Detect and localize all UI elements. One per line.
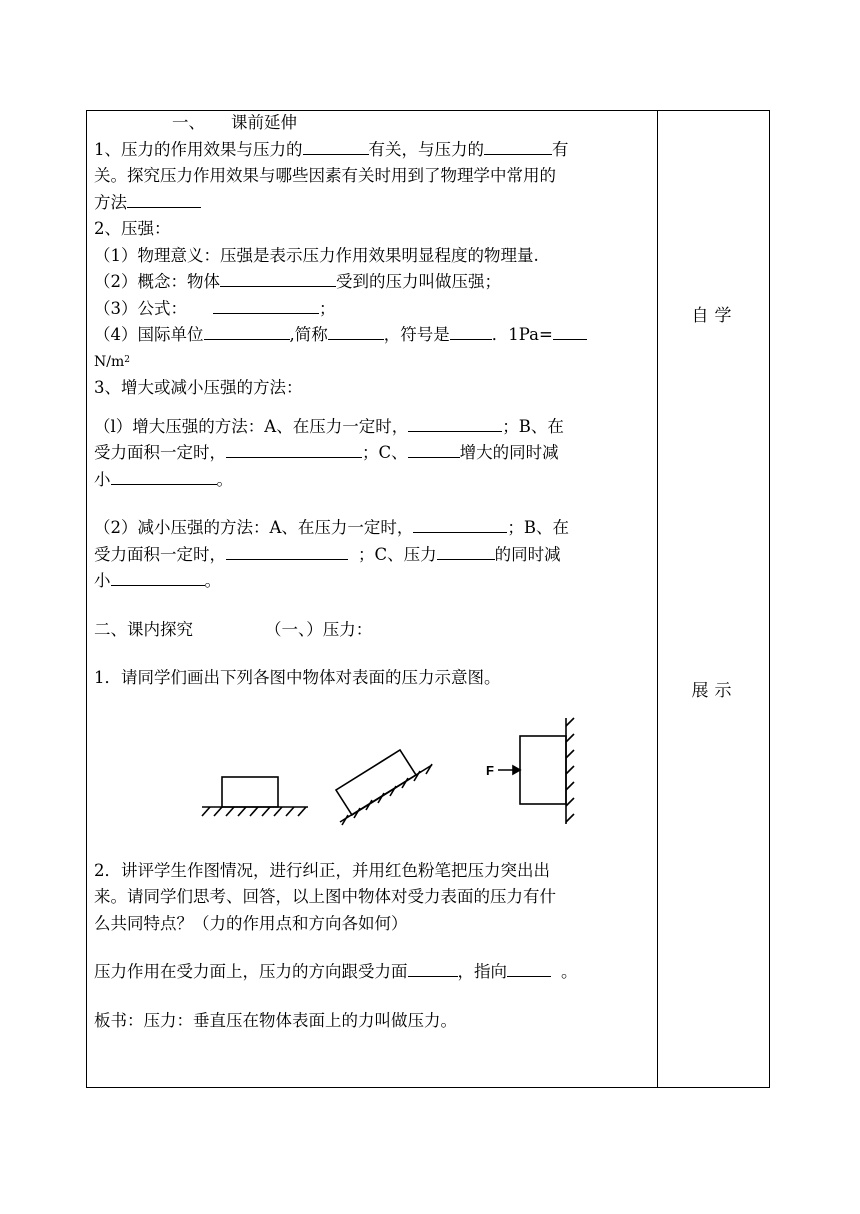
dec-text-a: （2）减小压强的方法：A、在压力一定时， bbox=[94, 518, 414, 537]
inc-text-e: 增大的同时减 bbox=[459, 443, 559, 462]
box-horizontal bbox=[222, 777, 278, 807]
force-arrowhead bbox=[513, 766, 520, 774]
q1-line3 bbox=[94, 190, 654, 217]
side-label-presentation: 展示 bbox=[691, 681, 738, 701]
inc-text-f: 小 bbox=[94, 469, 111, 489]
dec-text-g: 。 bbox=[204, 571, 221, 590]
answer-text-a: 压力作用在受力面上，压力的方向跟受力面 bbox=[94, 962, 408, 981]
q3-decrease-line3 bbox=[94, 568, 654, 595]
q2-item3-text-a: （3）公式： bbox=[94, 298, 187, 318]
q2-item4-text-d: ．1Pa= bbox=[491, 325, 553, 344]
q3-increase-line1 bbox=[94, 414, 654, 441]
blank[interactable] bbox=[111, 570, 205, 586]
q2-item4-text-b: ,简称 bbox=[289, 325, 328, 344]
answer-text-b: ，指向 bbox=[457, 962, 507, 981]
q2-item3-text-b: ； bbox=[319, 298, 336, 318]
dec-text-e: 的同时减 bbox=[494, 544, 561, 564]
section2-sub: （一、）压力： bbox=[265, 619, 373, 639]
answer-line bbox=[94, 959, 654, 986]
q2-item2-text-a: （2）概念：物体 bbox=[94, 272, 220, 291]
blank[interactable] bbox=[213, 298, 319, 314]
blank[interactable] bbox=[408, 961, 458, 977]
q1-text-a: 1、压力的作用效果与压力的 bbox=[94, 139, 303, 159]
dec-text-b: ；B、在 bbox=[507, 518, 570, 537]
box-incline bbox=[336, 750, 416, 815]
section1-heading bbox=[94, 110, 654, 137]
dec-text-f: 小 bbox=[94, 571, 111, 590]
blank[interactable] bbox=[220, 271, 336, 287]
main-content bbox=[94, 110, 654, 1034]
blank[interactable] bbox=[553, 324, 587, 340]
dec-text-d: ；C、压力 bbox=[358, 544, 437, 564]
section1-number: 一、 bbox=[172, 113, 205, 132]
blank[interactable] bbox=[408, 442, 460, 458]
q2-item4 bbox=[94, 322, 654, 349]
blank[interactable] bbox=[226, 442, 362, 458]
task2-line2: 来。请同学们思考、回答，以上图中物体对受力表面的压力有什 bbox=[94, 887, 556, 906]
q2-item2-text-b: 受到的压力叫做压强； bbox=[336, 272, 501, 291]
q3-decrease-line2 bbox=[94, 542, 654, 569]
q2-item4-text-a: （4）国际单位 bbox=[94, 325, 204, 344]
q3-increase-line3 bbox=[94, 467, 654, 494]
column-divider bbox=[657, 111, 658, 1087]
section1-title: 课前延伸 bbox=[231, 113, 297, 132]
inc-text-b: ；B、在 bbox=[502, 416, 564, 436]
section2-title: 二、课内探究 bbox=[94, 619, 193, 639]
task2-line3: 么共同特点？（力的作用点和方向各如何） bbox=[94, 913, 408, 933]
dec-text-c: 受力面积一定时， bbox=[94, 544, 226, 564]
q3-heading: 3、增大或减小压强的方法： bbox=[94, 378, 303, 397]
inc-text-d: ；C、 bbox=[362, 443, 408, 462]
side-label-self-study: 自学 bbox=[691, 306, 738, 326]
inc-text-g: 。 bbox=[216, 469, 233, 489]
q2-item4-text-c: ，符号是 bbox=[383, 325, 450, 344]
q1-line2: 关。探究压力作用效果与哪些因素有关时用到了物理学中常用的 bbox=[94, 166, 556, 185]
box-on-floor-diagram bbox=[202, 777, 308, 816]
blank[interactable] bbox=[111, 469, 217, 485]
blank[interactable] bbox=[484, 139, 552, 155]
blank[interactable] bbox=[437, 544, 495, 560]
box-against-wall-diagram bbox=[498, 718, 574, 824]
blank[interactable] bbox=[408, 416, 502, 432]
blank[interactable] bbox=[328, 324, 384, 340]
q2-heading: 2、压强： bbox=[94, 219, 171, 238]
q3-decrease-line1 bbox=[94, 515, 654, 542]
q2-item3 bbox=[94, 296, 654, 323]
blank[interactable] bbox=[450, 324, 492, 340]
section2-heading bbox=[94, 617, 654, 644]
force-label: F bbox=[486, 763, 494, 778]
task2-line1: 2．讲评学生作图情况，进行纠正，并用红色粉笔把压力突出出 bbox=[94, 860, 550, 880]
box-wall bbox=[520, 736, 566, 804]
q1-text-b: 有关，与压力的 bbox=[368, 139, 484, 159]
force-diagram-figure bbox=[180, 712, 600, 832]
blank[interactable] bbox=[127, 192, 201, 208]
answer-text-c: 。 bbox=[561, 962, 578, 981]
q2-item2 bbox=[94, 269, 654, 296]
q2-unit-line bbox=[94, 349, 654, 376]
q1-line1 bbox=[94, 137, 654, 164]
board-note: 板书：压力：垂直压在物体表面上的力叫做压力。 bbox=[94, 1010, 457, 1030]
task1: 1．请同学们画出下列各图中物体对表面的压力示意图。 bbox=[94, 668, 501, 687]
unit-text: N/m bbox=[94, 353, 125, 370]
q2-item1: （1）物理意义：压强是表示压力作用效果明显程度的物理量. bbox=[94, 245, 539, 265]
blank[interactable] bbox=[507, 961, 551, 977]
box-on-incline-diagram bbox=[336, 750, 432, 825]
blank[interactable] bbox=[226, 544, 348, 560]
q1-text-c: 有 bbox=[552, 139, 569, 159]
blank[interactable] bbox=[303, 139, 369, 155]
unit-exponent: 2 bbox=[124, 354, 130, 365]
inc-text-c: 受力面积一定时， bbox=[94, 443, 226, 462]
q1-text-d: 方法 bbox=[94, 192, 127, 212]
blank[interactable] bbox=[204, 324, 290, 340]
blank[interactable] bbox=[413, 517, 507, 533]
inc-text-a: （l）增大压强的方法：A、在压力一定时， bbox=[94, 416, 409, 436]
q3-increase-line2 bbox=[94, 440, 654, 467]
